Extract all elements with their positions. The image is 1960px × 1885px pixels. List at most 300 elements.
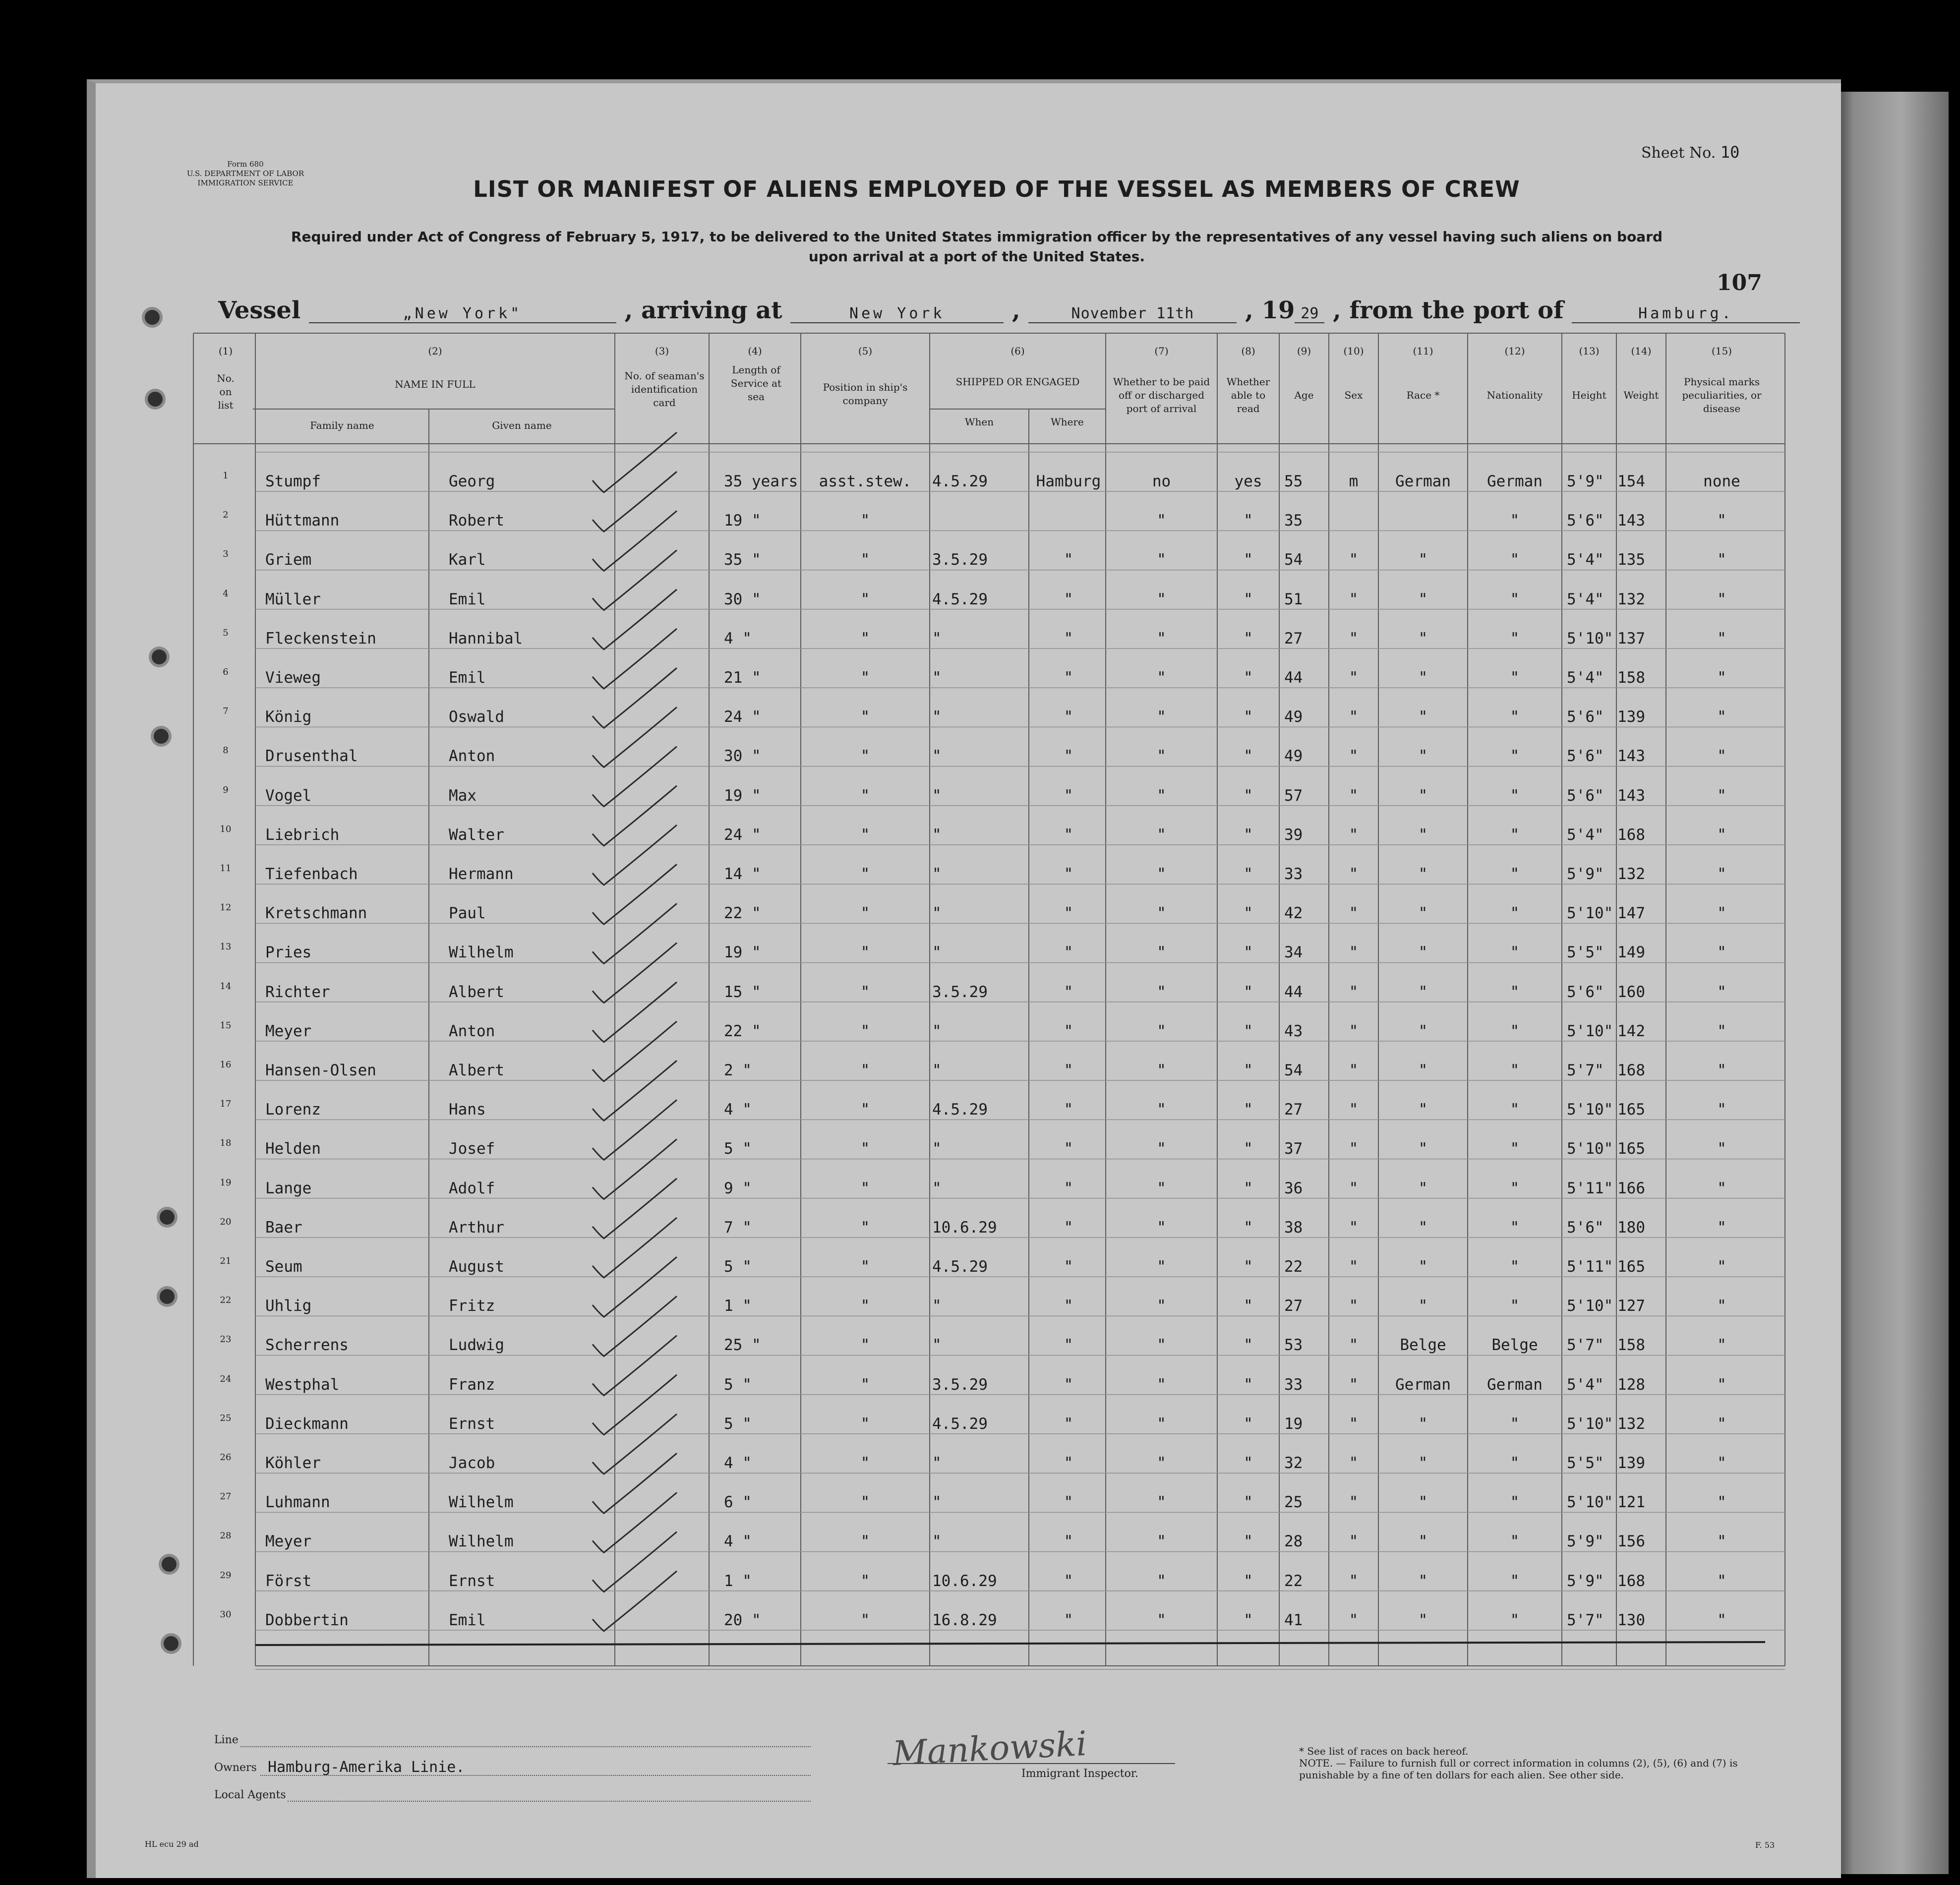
cell-family: Tiefenbach bbox=[265, 865, 358, 883]
cell-service: 19 " bbox=[724, 943, 761, 962]
cell-age: 35 bbox=[1284, 512, 1303, 530]
cell-marks: " bbox=[1717, 708, 1726, 726]
cell-weight: 165 bbox=[1617, 1140, 1645, 1158]
cell-race: " bbox=[1418, 1493, 1428, 1512]
cell-sex: " bbox=[1349, 629, 1359, 648]
cell-height: 5'9" bbox=[1567, 1572, 1604, 1590]
cell-height: 5'10" bbox=[1567, 1297, 1613, 1315]
cell-given: Hannibal bbox=[449, 629, 523, 648]
cell-family: Lorenz bbox=[265, 1101, 321, 1119]
cell-height: 5'6" bbox=[1567, 786, 1604, 805]
cell-paid-off: no bbox=[1152, 472, 1171, 490]
cell-no: 14 bbox=[220, 981, 232, 992]
cell-where: " bbox=[1064, 1179, 1073, 1197]
table-row bbox=[0, 1522, 1960, 1561]
cell-position: " bbox=[860, 1611, 870, 1629]
arriving-label: , arriving at bbox=[624, 296, 782, 324]
cell-marks: " bbox=[1717, 1611, 1726, 1629]
cell-given: Oswald bbox=[449, 708, 504, 726]
table-row bbox=[0, 658, 1960, 697]
cell-when: " bbox=[932, 747, 942, 766]
cell-no: 25 bbox=[220, 1413, 232, 1423]
cell-marks: " bbox=[1717, 1140, 1726, 1158]
cell-height: 5'6" bbox=[1567, 708, 1604, 726]
cell-no: 24 bbox=[220, 1373, 232, 1384]
punch-hole bbox=[148, 392, 163, 407]
cell-race: " bbox=[1418, 865, 1428, 883]
cell-given: Paul bbox=[449, 904, 486, 923]
table-row bbox=[0, 1247, 1960, 1286]
cell-service: 9 " bbox=[724, 1179, 752, 1197]
col-header-given-name: Given name bbox=[492, 419, 552, 431]
cell-marks: " bbox=[1717, 1101, 1726, 1119]
cell-family: Pries bbox=[265, 943, 312, 962]
cell-paid-off: " bbox=[1157, 551, 1166, 569]
cell-family: Först bbox=[265, 1572, 312, 1590]
cell-weight: 139 bbox=[1617, 1454, 1645, 1472]
cell-read: " bbox=[1244, 1061, 1253, 1079]
cell-family: Seum bbox=[265, 1258, 302, 1276]
cell-where: " bbox=[1064, 551, 1073, 569]
cell-height: 5'10" bbox=[1567, 1101, 1613, 1119]
cell-when: " bbox=[932, 1022, 942, 1040]
cell-paid-off: " bbox=[1157, 1375, 1166, 1394]
cell-race: " bbox=[1418, 983, 1428, 1001]
cell-sex: " bbox=[1349, 983, 1359, 1001]
table-row bbox=[0, 698, 1960, 736]
cell-height: 5'9" bbox=[1567, 1532, 1604, 1551]
cell-nationality: " bbox=[1510, 825, 1520, 844]
cell-weight: 166 bbox=[1617, 1179, 1645, 1197]
cell-position: " bbox=[860, 1414, 870, 1433]
cell-height: 5'4" bbox=[1567, 590, 1604, 608]
cell-service: 21 " bbox=[724, 669, 761, 687]
cell-when: " bbox=[932, 825, 942, 844]
cell-service: 24 " bbox=[724, 825, 761, 844]
signature-line bbox=[888, 1763, 1175, 1764]
cell-sex: " bbox=[1349, 1454, 1359, 1472]
cell-race: German bbox=[1395, 472, 1451, 490]
cell-position: " bbox=[860, 1061, 870, 1079]
cell-where: " bbox=[1064, 669, 1073, 687]
cell-given: Emil bbox=[449, 590, 486, 608]
cell-height: 5'6" bbox=[1567, 983, 1604, 1001]
cell-when bbox=[932, 501, 1026, 540]
cell-age: 27 bbox=[1284, 1101, 1303, 1119]
cell-paid-off: " bbox=[1157, 943, 1166, 962]
cell-paid-off: " bbox=[1157, 1101, 1166, 1119]
cell-age: 22 bbox=[1284, 1572, 1303, 1590]
cell-position: " bbox=[860, 1218, 870, 1237]
cell-family: Westphal bbox=[265, 1375, 340, 1394]
cell-service: 4 " bbox=[724, 1101, 752, 1119]
cell-height: 5'6" bbox=[1567, 1218, 1604, 1237]
table-row bbox=[0, 1012, 1960, 1051]
cell-nationality: " bbox=[1510, 512, 1520, 530]
cell-family: Lange bbox=[265, 1179, 312, 1197]
cell-where: " bbox=[1064, 1061, 1073, 1079]
cell-where: " bbox=[1064, 1336, 1073, 1355]
cell-service: 4 " bbox=[724, 629, 752, 648]
cell-position: " bbox=[860, 708, 870, 726]
cell-age: 27 bbox=[1284, 629, 1303, 648]
cell-read: " bbox=[1244, 1022, 1253, 1040]
col-number-15: (15) bbox=[1711, 345, 1732, 357]
cell-paid-off: " bbox=[1157, 629, 1166, 648]
cell-given: Hermann bbox=[449, 865, 514, 883]
cell-where: " bbox=[1064, 1297, 1073, 1315]
cell-no: 18 bbox=[220, 1138, 232, 1149]
cell-read: " bbox=[1244, 1572, 1253, 1590]
cell-given: Wilhelm bbox=[449, 1493, 514, 1512]
cell-marks: " bbox=[1717, 1022, 1726, 1040]
cell-position: " bbox=[860, 825, 870, 844]
cell-service: 22 " bbox=[724, 1022, 761, 1040]
cell-where: " bbox=[1064, 904, 1073, 923]
cell-marks: " bbox=[1717, 629, 1726, 648]
cell-sex: " bbox=[1349, 1493, 1359, 1512]
cell-paid-off: " bbox=[1157, 1179, 1166, 1197]
col-header-no-on-list: No. on list bbox=[217, 372, 235, 411]
cell-paid-off: " bbox=[1157, 1022, 1166, 1040]
cell-where: " bbox=[1064, 1258, 1073, 1276]
cell-weight: 132 bbox=[1617, 865, 1645, 883]
cell-no: 20 bbox=[220, 1216, 232, 1227]
local-agents-label: Local Agents bbox=[214, 1789, 286, 1801]
cell-service: 22 " bbox=[724, 904, 761, 923]
cell-height: 5'10" bbox=[1567, 1140, 1613, 1158]
cell-height: 5'7" bbox=[1567, 1611, 1604, 1629]
cell-sex: m bbox=[1349, 472, 1359, 490]
cell-no: 17 bbox=[220, 1099, 232, 1110]
cell-height: 5'9" bbox=[1567, 472, 1604, 490]
cell-height: 5'9" bbox=[1567, 865, 1604, 883]
cell-family: Hüttmann bbox=[265, 512, 340, 530]
cell-read: " bbox=[1244, 904, 1253, 923]
cell-where: " bbox=[1064, 708, 1073, 726]
cell-where: " bbox=[1064, 1218, 1073, 1237]
cell-height: 5'10" bbox=[1567, 629, 1613, 648]
col-header-shipped-engaged: SHIPPED OR ENGAGED bbox=[955, 376, 1080, 388]
cell-given: Anton bbox=[449, 1022, 495, 1040]
cell-family: Griem bbox=[265, 551, 312, 569]
cell-where: " bbox=[1064, 943, 1073, 962]
cell-weight: 158 bbox=[1617, 1336, 1645, 1355]
cell-height: 5'10" bbox=[1567, 1493, 1613, 1512]
cell-read: " bbox=[1244, 1414, 1253, 1433]
table-row bbox=[0, 1483, 1960, 1522]
cell-age: 44 bbox=[1284, 669, 1303, 687]
table-row bbox=[0, 1129, 1960, 1168]
subtitle-line-1: Required under Act of Congress of February 5, 1917, to be delivered to the United States immigration officer by the representatives of any vessel having such aliens on board bbox=[291, 229, 1663, 245]
cell-weight: 156 bbox=[1617, 1532, 1645, 1551]
cell-when: " bbox=[932, 1336, 942, 1355]
cell-where: " bbox=[1064, 1572, 1073, 1590]
cell-marks: " bbox=[1717, 551, 1726, 569]
cell-read: " bbox=[1244, 943, 1253, 962]
table-row bbox=[0, 973, 1960, 1011]
cell-nationality: " bbox=[1510, 747, 1520, 766]
cell-given: Fritz bbox=[449, 1297, 495, 1315]
cell-when: " bbox=[932, 1532, 942, 1551]
cell-when: " bbox=[932, 1297, 942, 1315]
col-number-4: (4) bbox=[748, 345, 762, 357]
cell-service: 19 " bbox=[724, 512, 761, 530]
cell-marks: " bbox=[1717, 1258, 1726, 1276]
cell-weight: 147 bbox=[1617, 904, 1645, 923]
cell-marks: " bbox=[1717, 1179, 1726, 1197]
table-row bbox=[0, 1326, 1960, 1364]
cell-service: 4 " bbox=[724, 1532, 752, 1551]
col-header-weight: Weight bbox=[1623, 389, 1659, 401]
cell-position: asst.stew. bbox=[819, 472, 912, 490]
arrival-date: November 11th bbox=[1028, 305, 1237, 323]
cell-where: " bbox=[1064, 1454, 1073, 1472]
cell-sex: " bbox=[1349, 1532, 1359, 1551]
cell-position: " bbox=[860, 1493, 870, 1512]
cell-where: " bbox=[1064, 590, 1073, 608]
cell-age: 37 bbox=[1284, 1140, 1303, 1158]
col-number-11: (11) bbox=[1413, 345, 1433, 357]
cell-given: Robert bbox=[449, 512, 504, 530]
cell-read: " bbox=[1244, 1297, 1253, 1315]
cell-weight: 165 bbox=[1617, 1101, 1645, 1119]
cell-nationality: " bbox=[1510, 943, 1520, 962]
cell-sex: " bbox=[1349, 551, 1359, 569]
cell-position: " bbox=[860, 865, 870, 883]
cell-position: " bbox=[860, 1022, 870, 1040]
cell-race: " bbox=[1418, 825, 1428, 844]
stamped-number: 107 bbox=[1717, 270, 1762, 295]
cell-where: " bbox=[1064, 865, 1073, 883]
cell-age: 53 bbox=[1284, 1336, 1303, 1355]
cell-when: 16.8.29 bbox=[932, 1611, 997, 1629]
cell-sex: " bbox=[1349, 943, 1359, 962]
cell-read: " bbox=[1244, 747, 1253, 766]
cell-nationality: " bbox=[1510, 1140, 1520, 1158]
cell-sex: " bbox=[1349, 1179, 1359, 1197]
cell-service: 4 " bbox=[724, 1454, 752, 1472]
cell-read: " bbox=[1244, 669, 1253, 687]
cell-marks: " bbox=[1717, 590, 1726, 608]
arriving-port: New York bbox=[790, 305, 1004, 323]
cell-read: " bbox=[1244, 1179, 1253, 1197]
cell-paid-off: " bbox=[1157, 1218, 1166, 1237]
cell-no: 23 bbox=[220, 1334, 232, 1345]
cell-paid-off: " bbox=[1157, 590, 1166, 608]
cell-no: 10 bbox=[220, 824, 232, 834]
cell-no: 28 bbox=[220, 1531, 232, 1541]
cell-weight: 154 bbox=[1617, 472, 1645, 490]
table-row bbox=[0, 894, 1960, 933]
cell-paid-off: " bbox=[1157, 825, 1166, 844]
cell-position: " bbox=[860, 1572, 870, 1590]
cell-read: " bbox=[1244, 983, 1253, 1001]
document-title: LIST OR MANIFEST OF ALIENS EMPLOYED OF THE VESSEL AS MEMBERS OF CREW bbox=[473, 176, 1520, 202]
cell-height: 5'6" bbox=[1567, 747, 1604, 766]
cell-service: 14 " bbox=[724, 865, 761, 883]
cell-position: " bbox=[860, 551, 870, 569]
cell-age: 51 bbox=[1284, 590, 1303, 608]
cell-age: 54 bbox=[1284, 1061, 1303, 1079]
cell-family: Fleckenstein bbox=[265, 629, 376, 648]
cell-given: Karl bbox=[449, 551, 486, 569]
cell-family: Meyer bbox=[265, 1022, 312, 1040]
cell-family: Dobbertin bbox=[265, 1611, 349, 1629]
cell-weight: 135 bbox=[1617, 551, 1645, 569]
cell-weight: 132 bbox=[1617, 590, 1645, 608]
cell-when: 3.5.29 bbox=[932, 983, 988, 1001]
cell-height: 5'10" bbox=[1567, 1022, 1613, 1040]
col-number-9: (9) bbox=[1297, 345, 1311, 357]
cell-no: 4 bbox=[223, 588, 229, 599]
table-row bbox=[0, 776, 1960, 815]
cell-age: 19 bbox=[1284, 1414, 1303, 1433]
cell-position: " bbox=[860, 1532, 870, 1551]
cell-position: " bbox=[860, 1454, 870, 1472]
cell-age: 28 bbox=[1284, 1532, 1303, 1551]
col-header-race: Race * bbox=[1406, 389, 1440, 401]
cell-age: 36 bbox=[1284, 1179, 1303, 1197]
cell-weight: 143 bbox=[1617, 512, 1645, 530]
table-row bbox=[0, 1601, 1960, 1640]
cell-paid-off: " bbox=[1157, 1140, 1166, 1158]
cell-weight: 168 bbox=[1617, 1572, 1645, 1590]
cell-sex: " bbox=[1349, 865, 1359, 883]
cell-family: Dieckmann bbox=[265, 1414, 349, 1433]
cell-service: 5 " bbox=[724, 1414, 752, 1433]
cell-read: " bbox=[1244, 590, 1253, 608]
table-row bbox=[0, 1169, 1960, 1208]
cell-race: " bbox=[1418, 629, 1428, 648]
cell-family: Vogel bbox=[265, 786, 312, 805]
cell-paid-off: " bbox=[1157, 1336, 1166, 1355]
table-row bbox=[0, 1051, 1960, 1090]
cell-paid-off: " bbox=[1157, 865, 1166, 883]
cell-height: 5'6" bbox=[1567, 512, 1604, 530]
cell-race: " bbox=[1418, 1532, 1428, 1551]
cell-service: 7 " bbox=[724, 1218, 752, 1237]
col-header-family-name: Family name bbox=[310, 419, 374, 431]
col-header-paid-off: Whether to be paid off or discharged port of arrival bbox=[1113, 376, 1210, 414]
col-header-nationality: Nationality bbox=[1486, 389, 1543, 401]
inspector-signature: Mankowski bbox=[891, 1724, 1088, 1774]
cell-nationality: German bbox=[1487, 1375, 1543, 1394]
cell-service: 30 " bbox=[724, 747, 761, 766]
cell-no: 9 bbox=[223, 784, 229, 795]
cell-paid-off: " bbox=[1157, 1258, 1166, 1276]
cell-marks: " bbox=[1717, 943, 1726, 962]
cell-sex: " bbox=[1349, 1022, 1359, 1040]
cell-where bbox=[1031, 501, 1106, 540]
cell-age: 42 bbox=[1284, 904, 1303, 923]
cell-family: Vieweg bbox=[265, 669, 321, 687]
cell-family: Richter bbox=[265, 983, 330, 1001]
col-header-height: Height bbox=[1572, 389, 1606, 401]
cell-paid-off: " bbox=[1157, 1532, 1166, 1551]
cell-race: " bbox=[1418, 904, 1428, 923]
subtitle-line-2: upon arrival at a port of the United States. bbox=[808, 248, 1145, 265]
cell-when: 4.5.29 bbox=[932, 1101, 988, 1119]
cell-when: " bbox=[932, 1454, 942, 1472]
cell-family: Baer bbox=[265, 1218, 302, 1237]
table-row bbox=[0, 540, 1960, 579]
cell-paid-off: " bbox=[1157, 1611, 1166, 1629]
cell-read: " bbox=[1244, 1375, 1253, 1394]
table-row bbox=[0, 501, 1960, 540]
from-port: Hamburg. bbox=[1572, 305, 1800, 323]
cell-service: 2 " bbox=[724, 1061, 752, 1079]
cell-given: Walter bbox=[449, 825, 504, 844]
cell-when: 4.5.29 bbox=[932, 1414, 988, 1433]
cell-marks: " bbox=[1717, 1375, 1726, 1394]
cell-read: " bbox=[1244, 1258, 1253, 1276]
cell-family: König bbox=[265, 708, 312, 726]
cell-when: " bbox=[932, 786, 942, 805]
cell-race bbox=[1381, 501, 1465, 540]
cell-nationality: " bbox=[1510, 904, 1520, 923]
cell-age: 34 bbox=[1284, 943, 1303, 962]
table-row bbox=[0, 462, 1960, 501]
cell-service: 20 " bbox=[724, 1611, 761, 1629]
cell-position: " bbox=[860, 669, 870, 687]
cell-family: Köhler bbox=[265, 1454, 321, 1472]
col-number-14: (14) bbox=[1631, 345, 1652, 357]
cell-paid-off: " bbox=[1157, 786, 1166, 805]
cell-height: 5'5" bbox=[1567, 943, 1604, 962]
cell-marks: " bbox=[1717, 1336, 1726, 1355]
cell-weight: 168 bbox=[1617, 825, 1645, 844]
cell-no: 26 bbox=[220, 1452, 232, 1463]
table-row bbox=[0, 580, 1960, 619]
cell-age: 41 bbox=[1284, 1611, 1303, 1629]
sheet-label: Sheet No. bbox=[1641, 144, 1716, 162]
cell-race: " bbox=[1418, 590, 1428, 608]
cell-when: " bbox=[932, 629, 942, 648]
cell-nationality: German bbox=[1487, 472, 1543, 490]
cell-when: " bbox=[932, 943, 942, 962]
cell-no: 5 bbox=[223, 627, 229, 638]
cell-sex: " bbox=[1349, 786, 1359, 805]
cell-where: " bbox=[1064, 1493, 1073, 1512]
col-number-1: (1) bbox=[218, 345, 233, 357]
vessel-line: Vessel „New York" , arriving at New York , November 11th , 19 29 , from the port of Hamburg. bbox=[218, 296, 1800, 324]
cell-paid-off: " bbox=[1157, 747, 1166, 766]
cell-race: " bbox=[1418, 1297, 1428, 1315]
cell-height: 5'10" bbox=[1567, 1414, 1613, 1433]
col-number-7: (7) bbox=[1154, 345, 1169, 357]
cell-nationality: " bbox=[1510, 669, 1520, 687]
cell-sex: " bbox=[1349, 590, 1359, 608]
cell-race: " bbox=[1418, 1218, 1428, 1237]
cell-sex: " bbox=[1349, 1061, 1359, 1079]
cell-no: 15 bbox=[220, 1020, 232, 1031]
cell-marks: none bbox=[1703, 472, 1740, 490]
table-row bbox=[0, 1287, 1960, 1325]
cell-given: Emil bbox=[449, 1611, 486, 1629]
cell-age: 49 bbox=[1284, 747, 1303, 766]
cell-age: 22 bbox=[1284, 1258, 1303, 1276]
cell-read: " bbox=[1244, 786, 1253, 805]
cell-position: " bbox=[860, 786, 870, 805]
cell-where: " bbox=[1064, 1140, 1073, 1158]
cell-where: " bbox=[1064, 983, 1073, 1001]
local-agents-field bbox=[288, 1801, 811, 1802]
cell-service: 5 " bbox=[724, 1258, 752, 1276]
cell-position: " bbox=[860, 590, 870, 608]
cell-no: 19 bbox=[220, 1177, 232, 1188]
cell-read: " bbox=[1244, 1493, 1253, 1512]
